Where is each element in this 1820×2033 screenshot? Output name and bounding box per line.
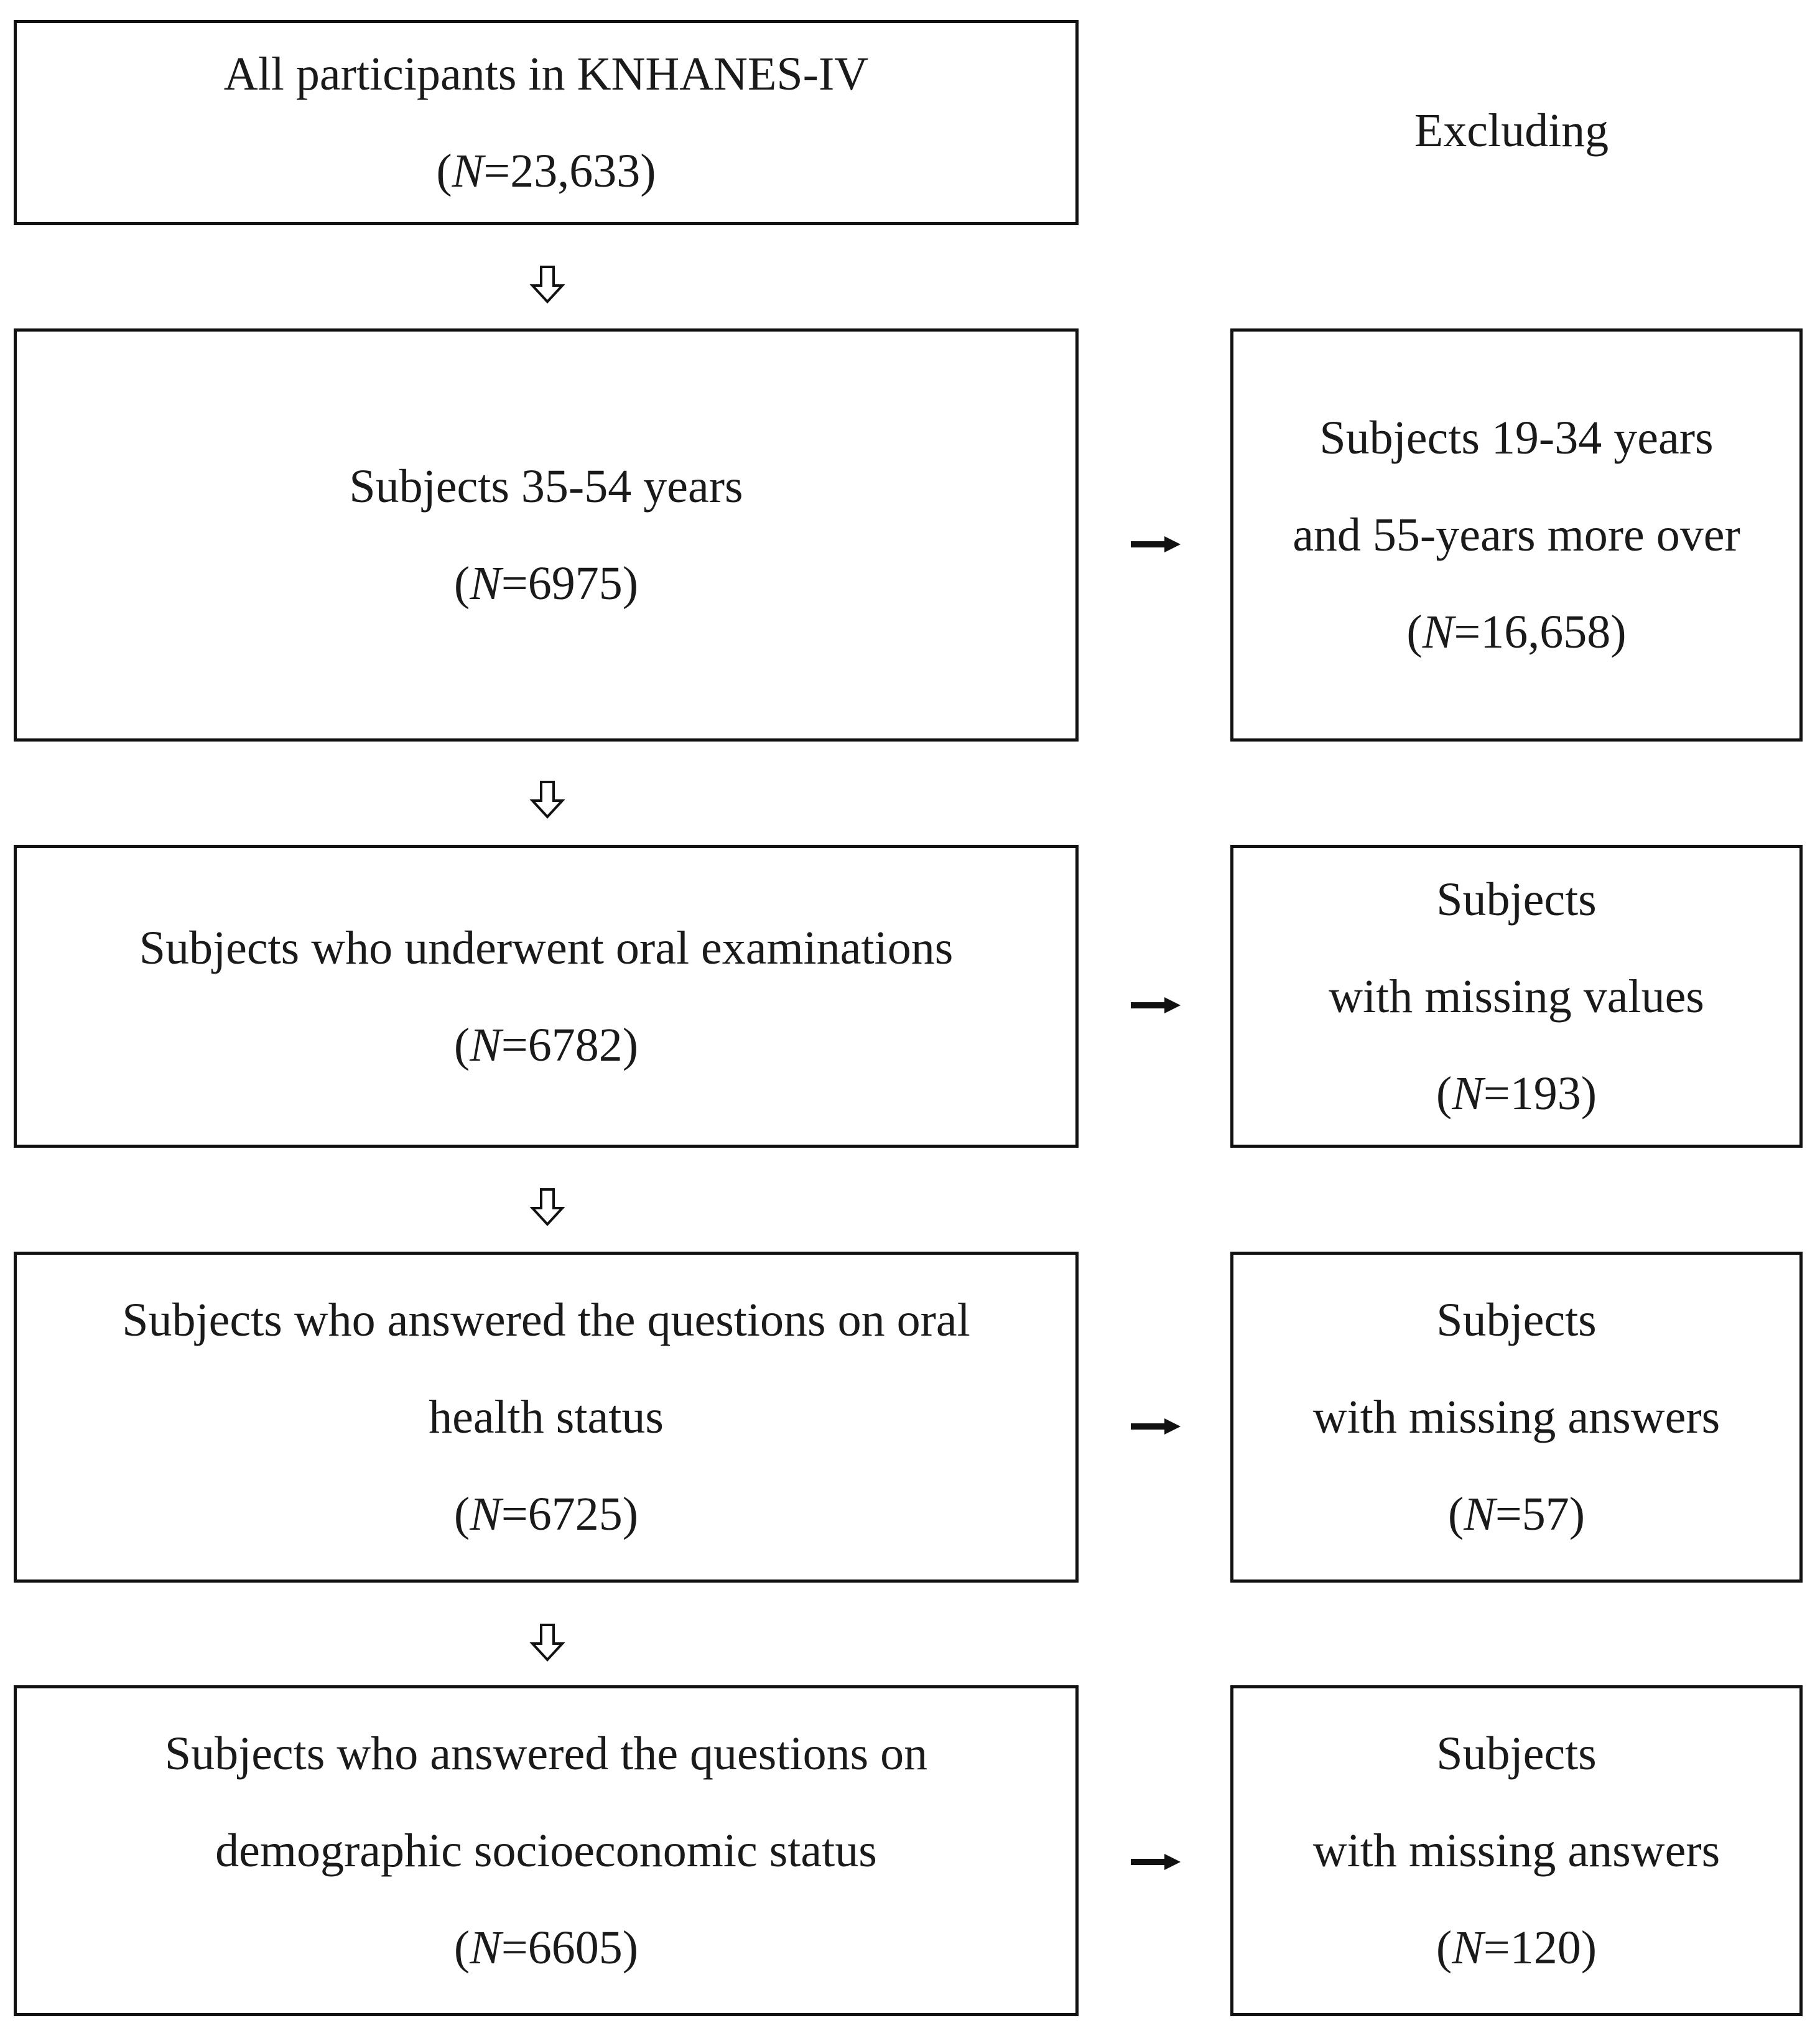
main-step-oral-examinations bbox=[14, 845, 1079, 1148]
n-value: =120 bbox=[1483, 1922, 1581, 1974]
exclusion-count: (N=193) bbox=[1436, 1067, 1597, 1120]
step-label: Subjects 35-54 years bbox=[349, 460, 743, 513]
main-step-all-participants bbox=[14, 20, 1079, 225]
exclusion-count: (N=57) bbox=[1447, 1488, 1586, 1540]
exclusion-label: Subjects 19-34 years bbox=[1319, 412, 1714, 464]
n-value: =16,658 bbox=[1454, 606, 1611, 658]
n-value: =6975 bbox=[501, 557, 623, 610]
n-symbol: N bbox=[1452, 1067, 1483, 1120]
hollow-down-arrow-icon bbox=[529, 264, 566, 304]
step-count: (N=23,633) bbox=[436, 145, 656, 197]
step-label: All participants in KNHANES-IV bbox=[223, 48, 869, 100]
exclusion-label-continued: with missing values bbox=[1329, 970, 1704, 1023]
exclusion-label-continued: and 55-years more over bbox=[1293, 509, 1740, 561]
exclusion-label: Subjects bbox=[1436, 1728, 1597, 1780]
exclusion-age bbox=[1230, 328, 1803, 742]
n-symbol: N bbox=[470, 557, 501, 610]
step-label: Subjects who underwent oral examinations bbox=[139, 921, 954, 974]
solid-right-arrow-icon bbox=[1130, 535, 1182, 554]
exclusion-label-continued: with missing answers bbox=[1312, 1391, 1720, 1443]
n-symbol: N bbox=[1422, 606, 1454, 658]
main-step-oral-health-status bbox=[14, 1252, 1079, 1583]
n-value: =193 bbox=[1483, 1067, 1581, 1120]
step-count: (N=6782) bbox=[453, 1018, 639, 1071]
step-label-continued: health status bbox=[429, 1391, 664, 1443]
step-count: (N=6975) bbox=[453, 557, 639, 610]
n-value: =57 bbox=[1495, 1488, 1569, 1540]
step-label: Subjects who answered the questions on bbox=[164, 1728, 928, 1780]
exclusion-missing-answers-oral bbox=[1230, 1252, 1803, 1583]
solid-right-arrow-icon bbox=[1130, 996, 1182, 1015]
n-symbol: N bbox=[1464, 1488, 1495, 1540]
n-value: =23,633 bbox=[483, 145, 641, 197]
n-value: =6725 bbox=[501, 1488, 623, 1540]
hollow-down-arrow-icon bbox=[529, 1622, 566, 1662]
exclusion-label-continued: with missing answers bbox=[1312, 1825, 1720, 1877]
n-symbol: N bbox=[470, 1018, 501, 1071]
solid-right-arrow-icon bbox=[1130, 1417, 1182, 1436]
n-symbol: N bbox=[470, 1488, 501, 1540]
exclusion-missing-answers-socioeconomic bbox=[1230, 1685, 1803, 2016]
main-step-socioeconomic-status bbox=[14, 1685, 1079, 2016]
main-step-age-35-54 bbox=[14, 328, 1079, 742]
step-count: (N=6605) bbox=[453, 1922, 639, 1974]
exclusion-count: (N=16,658) bbox=[1406, 606, 1627, 658]
step-label-continued: demographic socioeconomic status bbox=[215, 1825, 877, 1877]
exclusion-label: Subjects bbox=[1436, 1294, 1597, 1346]
excluding-header: Excluding bbox=[1414, 105, 1609, 157]
step-label: Subjects who answered the questions on oral bbox=[122, 1294, 970, 1346]
hollow-down-arrow-icon bbox=[529, 1187, 566, 1227]
n-value: =6605 bbox=[501, 1922, 623, 1974]
solid-right-arrow-icon bbox=[1130, 1853, 1182, 1871]
n-symbol: N bbox=[1452, 1922, 1483, 1974]
step-count: (N=6725) bbox=[453, 1488, 639, 1540]
n-symbol: N bbox=[470, 1922, 501, 1974]
hollow-down-arrow-icon bbox=[529, 779, 566, 819]
n-value: =6782 bbox=[501, 1018, 623, 1071]
exclusion-count: (N=120) bbox=[1436, 1922, 1597, 1974]
exclusion-missing-values bbox=[1230, 845, 1803, 1148]
n-symbol: N bbox=[452, 145, 484, 197]
exclusion-label: Subjects bbox=[1436, 873, 1597, 926]
